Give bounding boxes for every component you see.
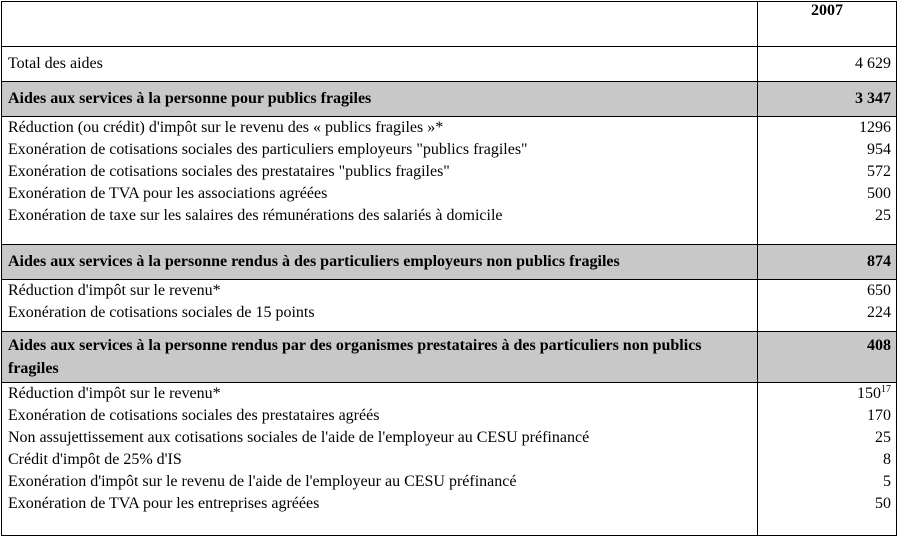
section3-header-row — [2, 331, 897, 382]
section2-item-value: 224 — [867, 303, 891, 321]
section1-value: 3 347 — [855, 90, 891, 107]
section3-item-label: Exonération d'impôt sur le revenu de l'aide de l'employeur au CESU préfinancé — [8, 472, 517, 490]
section2-item-label: Exonération de cotisations sociales de 15 points — [8, 303, 315, 321]
section2-header-row — [2, 244, 897, 279]
header-year: 2007 — [758, 2, 897, 47]
section3-title: Aides aux services à la personne rendus par des organismes prestataires à des particuliers non publics fragiles — [8, 336, 702, 377]
header-empty-cell — [2, 2, 758, 47]
section3-value: 408 — [867, 336, 891, 354]
section1-item-value: 25 — [875, 207, 891, 224]
section3-item-value: 25 — [875, 428, 891, 446]
header-row — [2, 2, 897, 47]
section3-item-value — [857, 384, 896, 403]
section1-title: Aides aux services à la personne pour publics fragiles — [8, 90, 372, 107]
section3-item-label: Crédit d'impôt de 25% d'IS — [8, 450, 182, 468]
section1-items-row — [2, 117, 897, 245]
section3-item-label: Exonération de cotisations sociales des prestataires agréés — [8, 406, 380, 424]
section1-item-label: Exonération de cotisations sociales des prestataires "publics fragiles" — [8, 163, 450, 180]
section2-item-value: 650 — [867, 281, 891, 299]
section3-item-number: 150 — [857, 385, 881, 403]
section1-item-value: 954 — [867, 141, 891, 158]
section1-item-label: Réduction (ou crédit) d'impôt sur le revenu des « publics fragiles »* — [8, 119, 444, 136]
aid-table — [1, 1, 897, 536]
section3-item-value: 8 — [883, 450, 891, 468]
section3-item-label: Réduction d'impôt sur le revenu* — [8, 384, 221, 402]
section1-item-value: 500 — [867, 185, 891, 202]
section3-item-value: 50 — [875, 494, 891, 512]
section2-title: Aides aux services à la personne rendus à des particuliers employeurs non publics fragiles — [8, 252, 620, 270]
section3-item-label: Exonération de TVA pour les entreprises agréées — [8, 494, 320, 512]
section1-item-label: Exonération de taxe sur les salaires des rémunérations des salariés à domicile — [8, 207, 503, 224]
section2-item-label: Réduction d'impôt sur le revenu* — [8, 281, 221, 299]
section3-item-value: 170 — [867, 406, 891, 424]
section1-item-value: 1296 — [859, 119, 891, 136]
section3-item-label: Non assujettissement aux cotisations sociales de l'aide de l'employeur au CESU préfinancé — [8, 428, 590, 446]
section1-header-row — [2, 82, 897, 117]
section1-item-label: Exonération de TVA pour les associations agréées — [8, 185, 328, 202]
section1-item-value: 572 — [867, 163, 891, 180]
total-label: Total des aides — [8, 55, 103, 72]
section1-item-label: Exonération de cotisations sociales des particuliers employeurs "publics fragiles" — [8, 141, 528, 158]
footnote-ref: 17 — [881, 384, 891, 396]
section3-items-row — [2, 382, 897, 535]
section3-item-value: 5 — [883, 472, 891, 490]
section2-items-row — [2, 279, 897, 331]
total-value: 4 629 — [855, 55, 891, 72]
total-row — [2, 47, 897, 82]
section2-value: 874 — [867, 252, 891, 270]
